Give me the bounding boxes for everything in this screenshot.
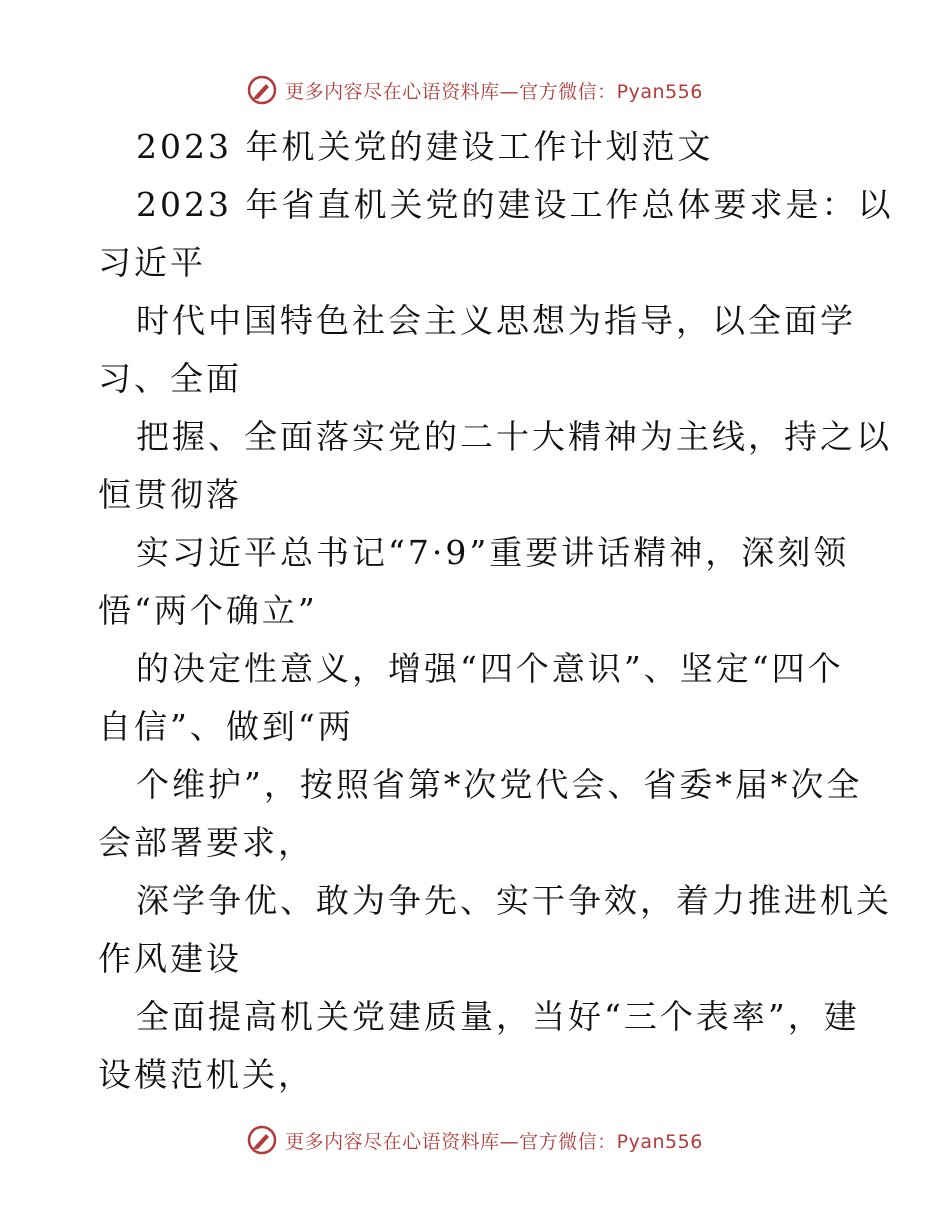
paragraph-line: 会部署要求， <box>98 823 314 862</box>
paragraph-line: 全面提高机关党建质量，当好“三个表率”，建 <box>136 997 860 1036</box>
paragraph-line: 习、全面 <box>98 359 242 398</box>
paragraph-line: 作风建设 <box>98 939 242 978</box>
paragraph-line: 习近平 <box>98 243 206 282</box>
paragraph-line: 把握、全面落实党的二十大精神为主线，持之以 <box>136 417 892 456</box>
paragraph-line: 时代中国特色社会主义思想为指导，以全面学 <box>136 301 856 340</box>
paragraph-line: 深学争优、敢为争先、实干争效，着力推进机关 <box>136 881 892 920</box>
paragraph-line: 的决定性意义，增强“四个意识”、坚定“四个 <box>136 649 844 688</box>
footer-banner <box>0 1120 950 1160</box>
paragraph-line: 设模范机关， <box>98 1055 314 1094</box>
banner-text: 更多内容尽在心语资料库—官方微信：Pyan556 <box>285 1130 703 1153</box>
paragraph-line: 实习近平总书记“7·9”重要讲话精神，深刻领 <box>136 533 850 572</box>
paragraph-line: 自信”、做到“两 <box>98 707 354 746</box>
document-body <box>0 118 950 1104</box>
banner-text: 更多内容尽在心语资料库—官方微信：Pyan556 <box>285 80 703 103</box>
pen-logo-icon <box>247 75 277 105</box>
document-title: 2023 年机关党的建设工作计划范文 <box>136 127 714 166</box>
pen-logo-icon <box>247 1125 277 1155</box>
header-banner <box>0 70 950 110</box>
paragraph-line: 恒贯彻落 <box>98 475 242 514</box>
paragraph-line: 悟“两个确立” <box>98 591 318 630</box>
paragraph-line: 个维护”，按照省第*次党代会、省委*届*次全 <box>136 765 863 804</box>
paragraph-line: 2023 年省直机关党的建设工作总体要求是：以 <box>136 185 894 224</box>
